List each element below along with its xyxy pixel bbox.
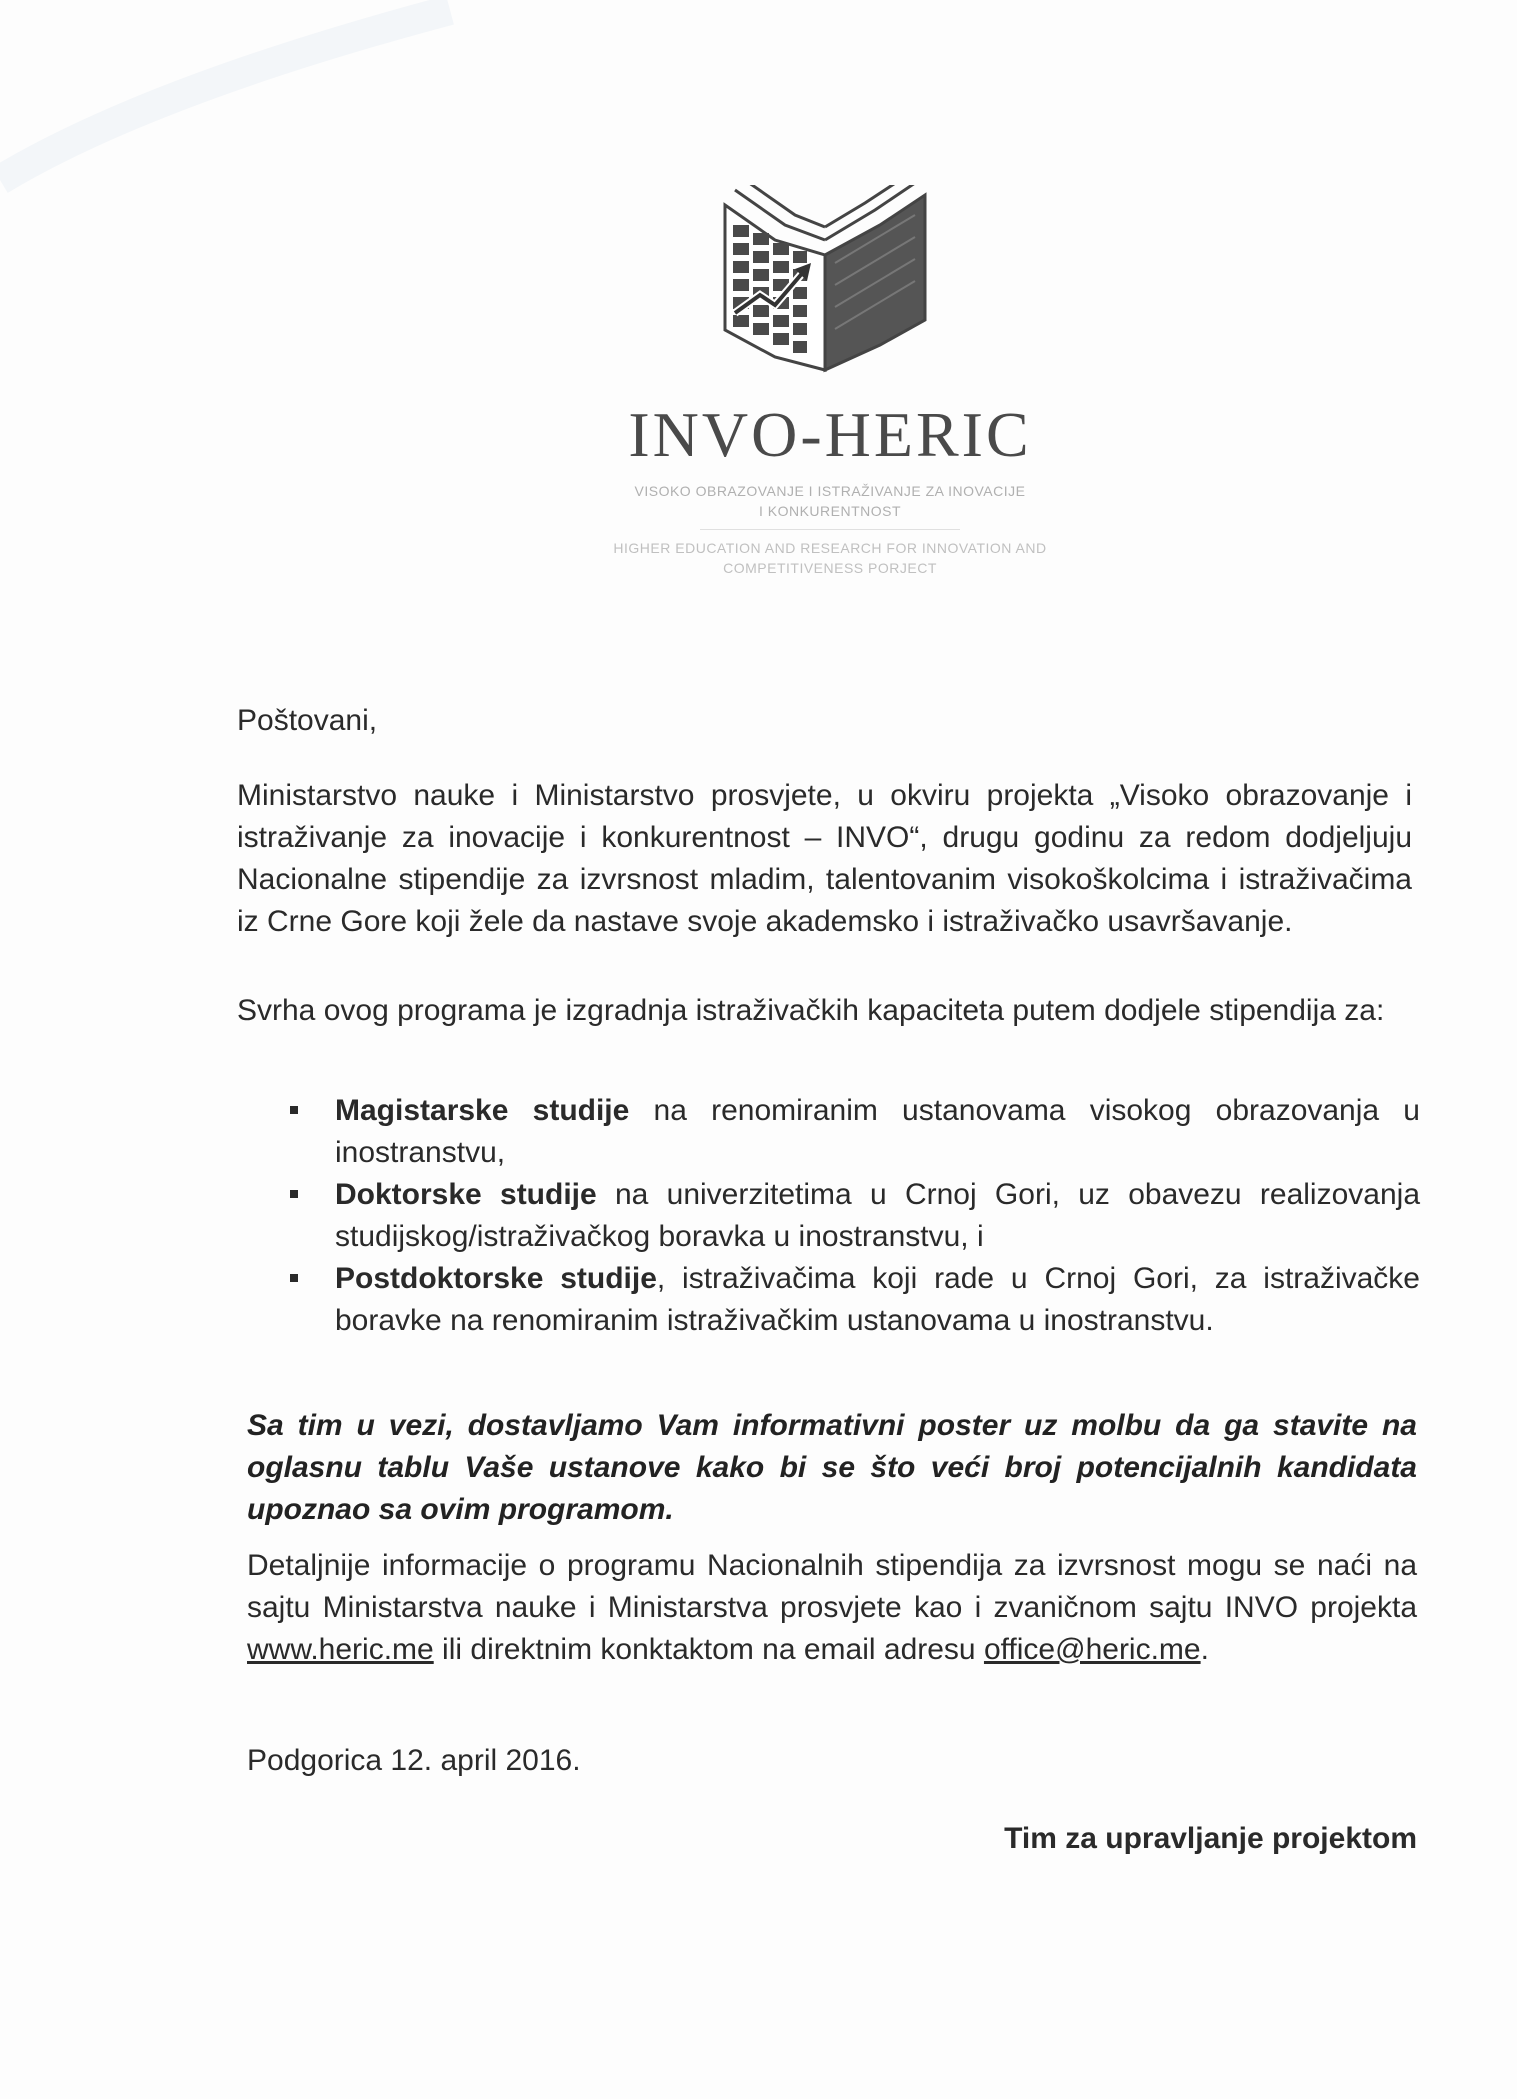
list-item-text: , istraživačima koji rade u Crnoj Gori, za istraživačke boravke na renomiranim istraživačkim ustanovama u inostranstvu. [335, 1262, 1420, 1337]
list-item-title: Postdoktorske studije [335, 1262, 657, 1295]
logo-subtitle-en-line2: COMPETITIVENESS PORJECT [723, 560, 937, 576]
place-and-date: Podgorica 12. april 2016. [247, 1744, 581, 1777]
paragraph-intro: Ministarstvo nauke i Ministarstvo prosvjete, u okviru projekta „Visoko obrazovanje i istraživanje za inovacije i konkurentnost – INVO“, drugu godinu za redom dodjeljuju Nacionalne stipendije za izvrsnost mladim, talentovanim visokoškolcima i istraživačima iz Crne Gore koji žele da nastave svoje akademsko i istraživačko usavršavanje. [237, 779, 1412, 938]
list-item [290, 1174, 1420, 1258]
logo-subtitle-en-line1: HIGHER EDUCATION AND RESEARCH FOR INNOVATION AND [613, 540, 1047, 556]
list-item-title: Magistarske studije [335, 1094, 630, 1127]
list-item [290, 1258, 1420, 1342]
details-text: Detaljnije informacije o programu Nacionalnih stipendija za izvrsnost mogu se naći na sajtu Ministarstva nauke i Ministarstva prosvjete kao i zvaničnom sajtu INVO projekta [247, 1549, 1417, 1624]
scan-streak [0, 0, 500, 200]
scholarship-types-list [290, 1090, 1420, 1342]
details-text-end: . [1200, 1633, 1209, 1666]
project-logo [600, 185, 1060, 578]
logo-subtitle-en [600, 538, 1060, 578]
logo-subtitle-line1: VISOKO OBRAZOVANJE I ISTRAŽIVANJE ZA INOVACIJE [634, 483, 1026, 499]
bullet-icon [290, 1274, 298, 1282]
email-link[interactable]: office@heric.me [983, 1633, 1201, 1666]
logo-title: INVO-HERIC [628, 399, 1032, 470]
logo-subtitle [600, 481, 1060, 521]
bullet-icon [290, 1106, 298, 1114]
logo-divider [700, 529, 960, 530]
website-link[interactable]: www.heric.me [247, 1633, 434, 1666]
bullet-icon [290, 1190, 298, 1198]
paragraph-purpose: Svrha ovog programa je izgradnja istraživačkih kapaciteta putem dodjele stipendija za: [237, 994, 1385, 1027]
signature: Tim za upravljanje projektom [1004, 1822, 1417, 1855]
details-paragraph [247, 1545, 1417, 1671]
list-item [290, 1090, 1420, 1174]
list-item-text: na renomiranim ustanovama visokog obrazovanja u inostranstvu, [335, 1094, 1420, 1169]
list-item-text: na univerzitetima u Crnoj Gori, uz obavezu realizovanja studijskog/istraživačkog boravka u inostranstvu, i [335, 1178, 1420, 1253]
list-item-title: Doktorske studije [335, 1178, 597, 1211]
salutation: Poštovani, [237, 704, 378, 737]
logo-subtitle-line2: I KONKURENTNOST [758, 503, 902, 519]
details-text-middle: ili direktnim konktaktom na email adresu [433, 1633, 984, 1666]
open-book-growth-chart-icon [715, 185, 945, 375]
poster-request-paragraph: Sa tim u vezi, dostavljamo Vam informativni poster uz molbu da ga stavite na oglasnu tablu Vaše ustanove kako bi se što veći broj potencijalnih kandidata upoznao sa ovim programom. [247, 1409, 1417, 1526]
